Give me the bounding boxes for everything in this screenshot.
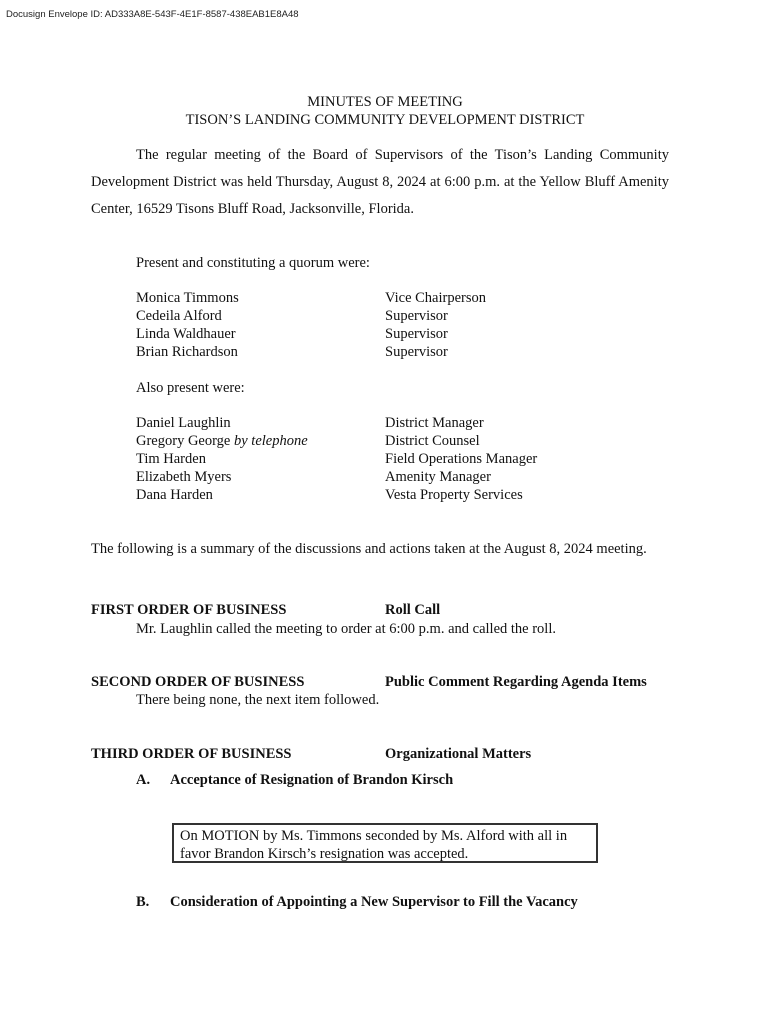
attendee-row — [136, 487, 523, 504]
attendee-row — [136, 433, 480, 450]
attendee-name: Elizabeth Myers — [136, 469, 232, 485]
item-letter: B. — [136, 894, 150, 910]
quorum-label: Present and constituting a quorum were: — [136, 255, 370, 271]
attendee-name: Dana Harden — [136, 487, 213, 503]
item-title: Consideration of Appointing a New Supervisor to Fill the Vacancy — [170, 894, 578, 910]
district-heading: TISON’S LANDING COMMUNITY DEVELOPMENT DISTRICT — [185, 112, 585, 128]
order-title: Organizational Matters — [385, 746, 532, 762]
motion-box — [172, 823, 598, 863]
order-label: FIRST ORDER OF BUSINESS — [91, 602, 287, 618]
attendee-name: Daniel Laughlin — [136, 415, 231, 431]
order-label: THIRD ORDER OF BUSINESS — [91, 746, 292, 762]
attendee-name: Tim Harden — [136, 451, 206, 467]
attendee-note: by telephone — [233, 433, 308, 449]
quorum-row — [136, 290, 486, 307]
member-role: Supervisor — [385, 308, 448, 324]
attendee-role: Field Operations Manager — [385, 451, 538, 467]
order-body: Mr. Laughlin called the meeting to order at 6:00 p.m. and called the roll. — [136, 621, 556, 637]
envelope-id: Docusign Envelope ID: AD333A8E-543F-4E1F-8587-438EAB1E8A48 — [6, 9, 299, 20]
also-present-label: Also present were: — [136, 380, 245, 396]
member-role: Supervisor — [385, 344, 448, 360]
intro-paragraph — [91, 142, 669, 223]
order-label: SECOND ORDER OF BUSINESS — [91, 674, 305, 690]
member-name: Brian Richardson — [136, 344, 238, 360]
member-name: Linda Waldhauer — [136, 326, 236, 342]
quorum-row — [136, 326, 448, 343]
intro-text: The regular meeting of the Board of Supervisors of the Tison’s Landing Community Development District was held Thursday, August 8, 2024 at 6:00 p.m. at the Yellow Bluff Amenity Center, 16529 Tisons Bluff Road, Jacksonville, Florida. — [91, 147, 669, 217]
order-title: Public Comment Regarding Agenda Items — [385, 674, 647, 690]
attendee-row — [136, 415, 484, 432]
attendee-row — [136, 469, 491, 486]
attendee-row — [136, 451, 538, 468]
motion-line: favor Brandon Kirsch’s resignation was accepted. — [180, 846, 469, 862]
member-name: Monica Timmons — [136, 290, 239, 306]
attendee-name: Gregory George — [136, 433, 231, 449]
quorum-row — [136, 308, 448, 325]
summary-paragraph: The following is a summary of the discussions and actions taken at the August 8, 2024 meeting. — [91, 541, 647, 557]
member-name: Cedeila Alford — [136, 308, 222, 324]
motion-line: On MOTION by Ms. Timmons seconded by Ms. Alford with all in — [180, 828, 568, 844]
attendee-role: District Counsel — [385, 433, 480, 449]
order-title: Roll Call — [385, 602, 441, 618]
item-letter: A. — [136, 772, 151, 788]
quorum-row — [136, 344, 448, 361]
member-role: Supervisor — [385, 326, 448, 342]
attendee-role: Vesta Property Services — [385, 487, 523, 503]
attendee-role: District Manager — [385, 415, 484, 431]
member-role: Vice Chairperson — [385, 290, 486, 306]
minutes-heading: MINUTES OF MEETING — [307, 94, 463, 110]
attendee-role: Amenity Manager — [385, 469, 491, 485]
order-body: There being none, the next item followed. — [136, 692, 380, 708]
item-title: Acceptance of Resignation of Brandon Kirsch — [170, 772, 454, 788]
